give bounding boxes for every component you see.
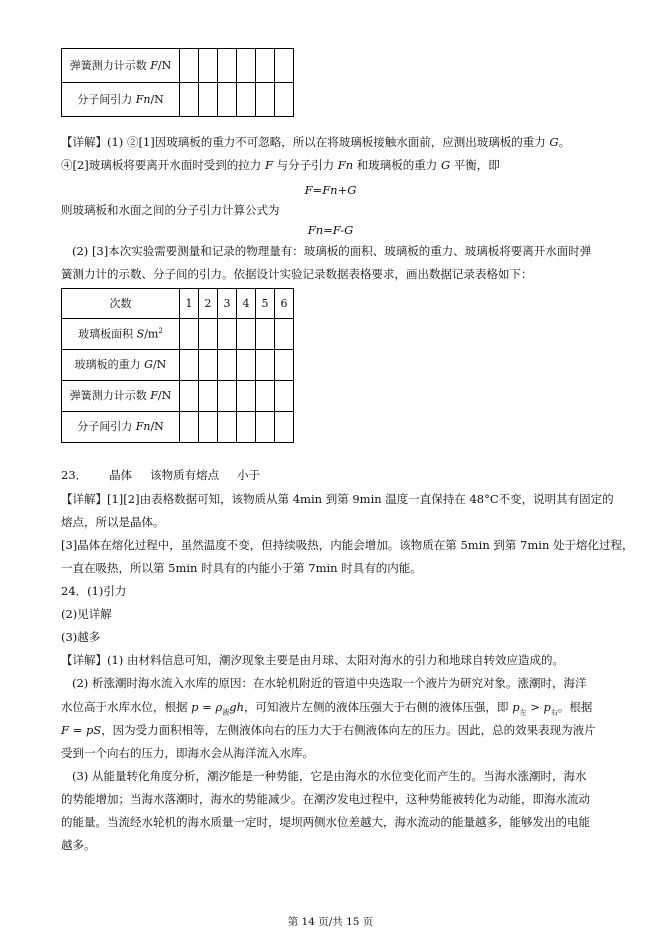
- table-top: [61, 48, 294, 117]
- table-header-row: 次数 1 2 3 4 5 6: [62, 289, 294, 319]
- table-row: [62, 412, 294, 443]
- q24-detail-7: 的势能增加；当海水落潮时，海水的势能减少。在潮汐发电过程中，这种势能被转化为动能，即海水流动: [61, 792, 590, 806]
- q23-detail-2: 熔点，所以是晶体。: [61, 515, 165, 529]
- page-footer: 第 14 页/共 15 页: [287, 916, 374, 928]
- detail-line-5: 簧测力计的示数、分子间的引力。依据设计实验记录数据表格要求，画出数据记录表格如下：: [61, 267, 533, 281]
- record-table: [61, 288, 294, 443]
- table-row: [62, 49, 294, 83]
- row-label: 弹簧测力计示数 F/N: [62, 49, 180, 83]
- q24-detail-5: 受到一个向右的压力，即海水会从海洋流入水库。: [61, 746, 314, 760]
- row-label: 玻璃板的重力 G/N: [62, 350, 180, 381]
- table-row: [62, 319, 294, 350]
- q24-detail-6: (3) 从能量转化角度分析，潮汐能是一种势能，它是由海水的水位变化而产生的。当海水涨潮时，海水: [72, 769, 587, 783]
- formula-1: F=Fn+G: [304, 183, 357, 197]
- q24-answer-1: 24．(1)引力: [61, 584, 127, 598]
- row-label: 分子间引力 Fn/N: [62, 83, 180, 117]
- q24-detail-9: 越多。: [61, 838, 96, 852]
- q24-detail-2: (2) 析涨潮时海水流入水库的原因：在水轮机附近的管道中央选取一个液片为研究对象。涨潮时，海洋: [72, 676, 587, 690]
- q23-detail-1: 【详解】[1][2]由表格数据可知，该物质从第 4min 到第 9min 温度一直保持在 48°C不变，说明其有固定的: [61, 492, 614, 506]
- table-row: [62, 83, 294, 117]
- table-row: [62, 381, 294, 412]
- row-label: 分子间引力 Fn/N: [62, 412, 180, 443]
- q23-detail-4: 一直在吸热，所以第 5min 时具有的内能小于第 7min 时具有的内能。: [61, 561, 422, 575]
- detail-line-1: 【详解】(1) ②[1]因玻璃板的重力不可忽略，所以在将玻璃板接触水面前，应测出玻璃板的重力 G。: [61, 135, 571, 149]
- q24-detail-3: 水位高于水库水位，根据 $p = \rho_液gh$，可知液片左侧的液体压强大于右侧的液体压强，即 $p_左 > p_右$。根据: [61, 700, 593, 717]
- row-label: 弹簧测力计示数 F/N: [62, 381, 180, 412]
- q24-detail-1: 【详解】(1) 由材料信息可知，潮汐现象主要是由月球、太阳对海水的引力和地球自转效应造成的。: [61, 653, 564, 667]
- row-label: 玻璃板面积 $S/m^2$: [62, 319, 180, 350]
- q24-answer-2: (2)见详解: [61, 607, 112, 621]
- q24-detail-8: 的能量。当流经水轮机的海水质量一定时，堤坝两侧水位差越大，海水流动的能量越多，能够发出的电能: [61, 815, 590, 829]
- detail-line-2: ④[2]玻璃板将要离开水面时受到的拉力 F 与分子引力 Fn 和玻璃板的重力 G 平衡，即: [61, 158, 500, 172]
- formula-2: Fn=F-G: [307, 223, 354, 237]
- q24-answer-3: (3)越多: [61, 630, 101, 644]
- detail-line-3: 则玻璃板和水面之间的分子引力计算公式为: [61, 203, 280, 217]
- q23-answer: 23． 晶体 该物质有熔点 小于: [61, 468, 261, 482]
- detail-line-4: (2) [3]本次实验需要测量和记录的物理量有：玻璃板的面积、玻璃板的重力、玻璃板将要离开水面时弹: [72, 244, 592, 258]
- table-row: [62, 350, 294, 381]
- q24-detail-4: F = pS，因为受力面积相等，左侧液体向右的压力大于右侧液体向左的压力。因此，总的效果表现为液片: [61, 723, 596, 737]
- q23-detail-3: [3]晶体在熔化过程中，虽然温度不变，但持续吸热，内能会增加。该物质在第 5min 到第 7min 处于熔化过程，: [61, 538, 634, 552]
